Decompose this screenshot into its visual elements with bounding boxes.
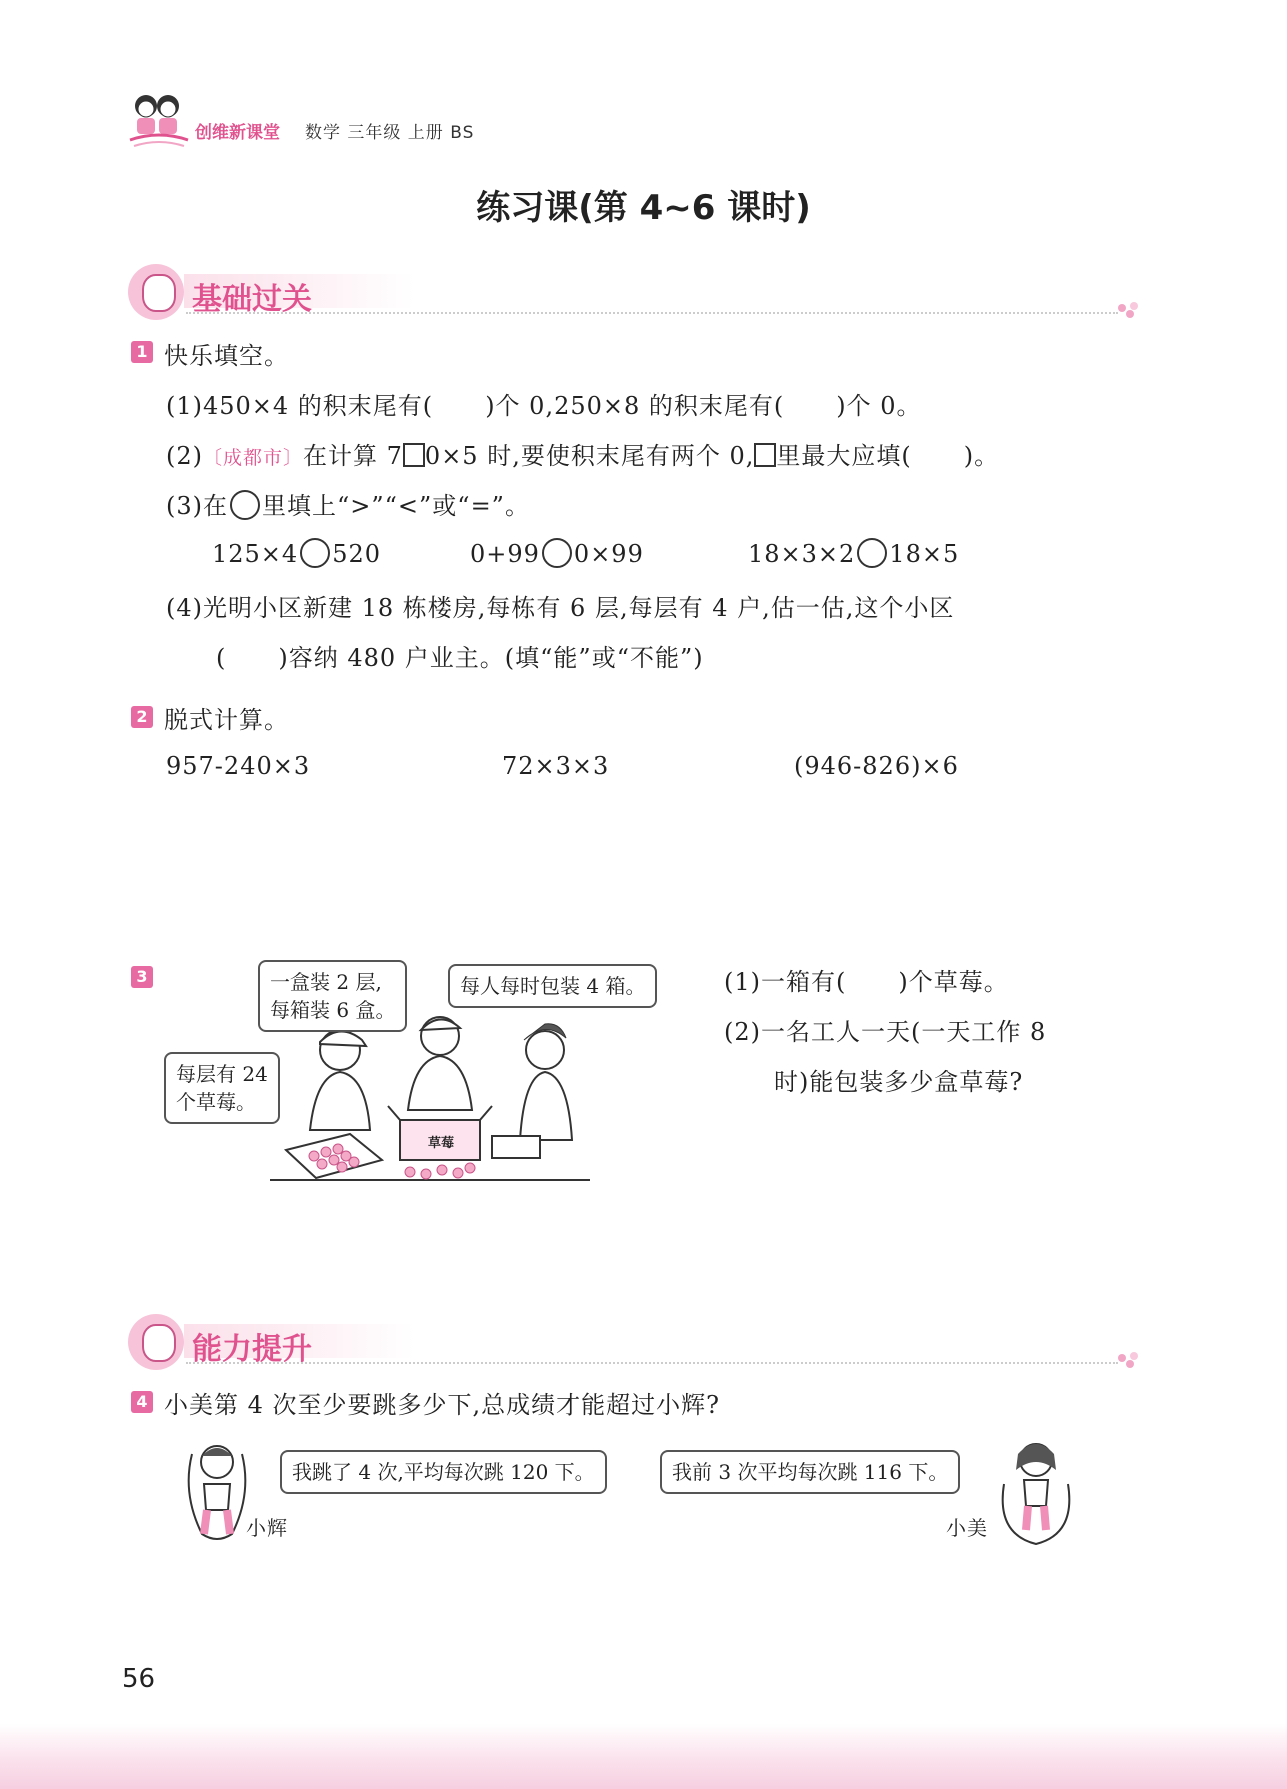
- speech-bubble: 每层有 24 个草莓。: [164, 1052, 280, 1124]
- question-number: 3: [131, 966, 153, 988]
- source-tag: 〔成都市〕: [203, 447, 304, 469]
- question-number: 4: [131, 1391, 153, 1413]
- question-number: 1: [131, 341, 153, 363]
- blank-circle: [230, 490, 260, 520]
- q3-sub1: (1)一箱有( )个草莓。: [724, 968, 1009, 996]
- speech-bubble: 每人每时包装 4 箱。: [448, 964, 657, 1008]
- speech-bubble: 我跳了 4 次,平均每次跳 120 下。: [280, 1450, 607, 1494]
- comparison-2: 0+99 0×99: [470, 540, 644, 568]
- header-brand: 创维新课堂: [195, 123, 280, 143]
- q3-sub2-line2: 时)能包装多少盒草莓?: [774, 1068, 1024, 1096]
- q1-part4-line2: ( )容纳 480 户业主。(填“能”或“不能”): [216, 644, 704, 672]
- question-number: 2: [131, 706, 153, 728]
- section-header-advanced: [128, 1314, 1138, 1374]
- blank-circle: [300, 538, 330, 568]
- page-title: 练习课(第 4~6 课时): [476, 188, 811, 228]
- question-title: 脱式计算。: [164, 706, 289, 734]
- section-header-basic: [128, 264, 1138, 324]
- section-title: 基础过关: [192, 282, 312, 317]
- expression-1: 957-240×3: [166, 752, 311, 780]
- speech-bubble: 我前 3 次平均每次跳 116 下。: [660, 1450, 960, 1494]
- q1-part1: (1)450×4 的积末尾有( )个 0,250×8 的积末尾有( )个 0。: [166, 392, 922, 420]
- blank-square: [754, 443, 776, 467]
- dots-decoration: [1118, 1354, 1138, 1368]
- name-label-right: 小美: [946, 1516, 988, 1540]
- expression-3: (946-826)×6: [794, 752, 959, 780]
- box-label: 草莓: [428, 1136, 455, 1151]
- brand-logo: [124, 90, 194, 152]
- expression-2: 72×3×3: [502, 752, 610, 780]
- q1-part3: (3)在 里填上“>”“<”或“=”。: [166, 492, 530, 520]
- q1-part4-line1: (4)光明小区新建 18 栋楼房,每栋有 6 层,每层有 4 户,估一估,这个小区: [166, 594, 955, 622]
- dots-decoration: [1118, 304, 1138, 318]
- workers-illustration: [270, 1010, 590, 1190]
- blank-square: [403, 443, 425, 467]
- blank-circle: [857, 538, 887, 568]
- section-title: 能力提升: [192, 1332, 312, 1367]
- name-label-left: 小辉: [246, 1516, 288, 1540]
- girl-jumping-rope-illustration: [996, 1434, 1076, 1548]
- comparison-1: 125×4 520: [212, 540, 381, 568]
- header-subtitle: 数学 三年级 上册 BS: [305, 123, 475, 143]
- blank-circle: [542, 538, 572, 568]
- q3-sub2-line1: (2)一名工人一天(一天工作 8: [724, 1018, 1047, 1046]
- question-title: 快乐填空。: [164, 342, 289, 370]
- q1-part2: (2)〔成都市〕在计算 7 0×5 时,要使积末尾有两个 0, 里最大应填( )。: [166, 442, 1000, 470]
- comparison-3: 18×3×2 18×5: [748, 540, 960, 568]
- bottom-decoration: [0, 1724, 1287, 1789]
- mascot-icon: [128, 264, 184, 320]
- boy-jumping-rope-illustration: [182, 1434, 252, 1544]
- page-number: 56: [122, 1664, 156, 1694]
- speech-bubble: 一盒装 2 层, 每箱装 6 盒。: [258, 960, 407, 1032]
- mascot-icon: [128, 1314, 184, 1370]
- question-title: 小美第 4 次至少要跳多少下,总成绩才能超过小辉?: [164, 1391, 721, 1419]
